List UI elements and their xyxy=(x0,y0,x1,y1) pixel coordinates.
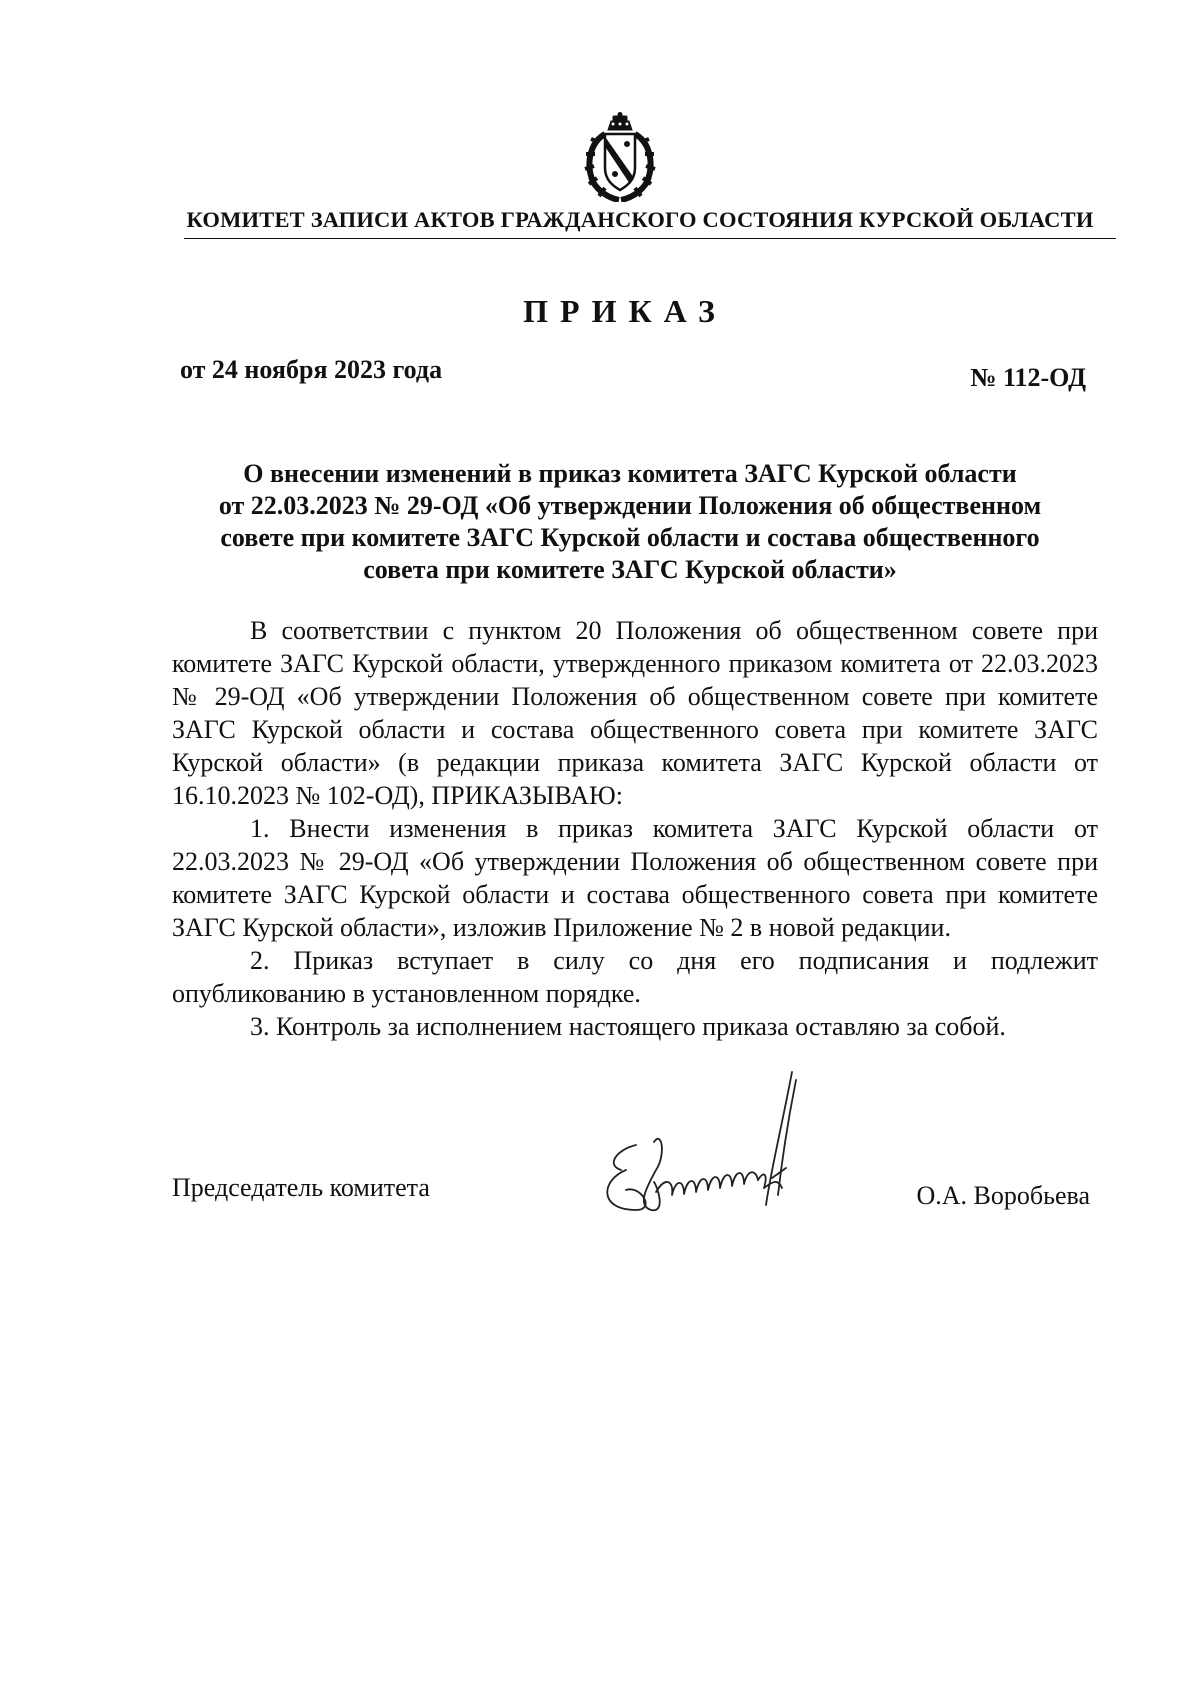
document-date: от 24 ноября 2023 года xyxy=(180,355,443,384)
coat-of-arms-icon xyxy=(575,112,665,202)
order-item-3: 3. Контроль за исполнением настоящего приказа оставляю за собой. xyxy=(250,1012,1006,1041)
document-subject xyxy=(170,458,1090,586)
signer-name: О.А. Воробьева xyxy=(916,1181,1090,1210)
signer-position: Председатель комитета xyxy=(172,1173,430,1202)
order-item-2: 2. Приказ вступает в силу со дня его подписания и подлежит опубликованию в установленном порядке. xyxy=(172,946,1098,1008)
organization-name: КОМИТЕТ ЗАПИСИ АКТОВ ГРАЖДАНСКОГО СОСТОЯНИЯ КУРСКОЙ ОБЛАСТИ xyxy=(186,207,1094,232)
document-type: ПРИКАЗ xyxy=(523,293,727,329)
subject-line: О внесении изменений в приказ комитета ЗАГС Курской области xyxy=(243,459,1017,488)
document-number: № 112-ОД xyxy=(970,363,1086,392)
order-item-1: 1. Внести изменения в приказ комитета ЗАГС Курской области от 22.03.2023 № 29-ОД «Об утверждении Положения об общественном совете при комитете ЗАГС Курской области и состава общественного совета при комитете ЗАГС Курской области», изложив Приложение № 2 в новой редакции. xyxy=(172,814,1098,942)
preamble-paragraph: В соответствии с пунктом 20 Положения об общественном совете при комитете ЗАГС Курской области, утвержденного приказом комитета от 22.03.2023 № 29-ОД «Об утверждении Положения об общественном совете при комитете ЗАГС Курской области и состава общественного совета при комитете ЗАГС Курской области» (в редакции приказа комитета ЗАГС Курской области от 16.10.2023 № 102-ОД), ПРИКАЗЫВАЮ: xyxy=(172,616,1098,810)
signature-block xyxy=(0,1150,1200,1250)
document-body xyxy=(172,614,1098,1043)
handwritten-signature-icon xyxy=(596,1070,836,1220)
subject-line: совете при комитете ЗАГС Курской области и состава общественного xyxy=(220,523,1040,552)
subject-line: от 22.03.2023 № 29-ОД «Об утверждении Положения об общественном xyxy=(218,491,1042,520)
header-divider xyxy=(184,238,1116,239)
subject-line: совета при комитете ЗАГС Курской области» xyxy=(363,555,897,584)
